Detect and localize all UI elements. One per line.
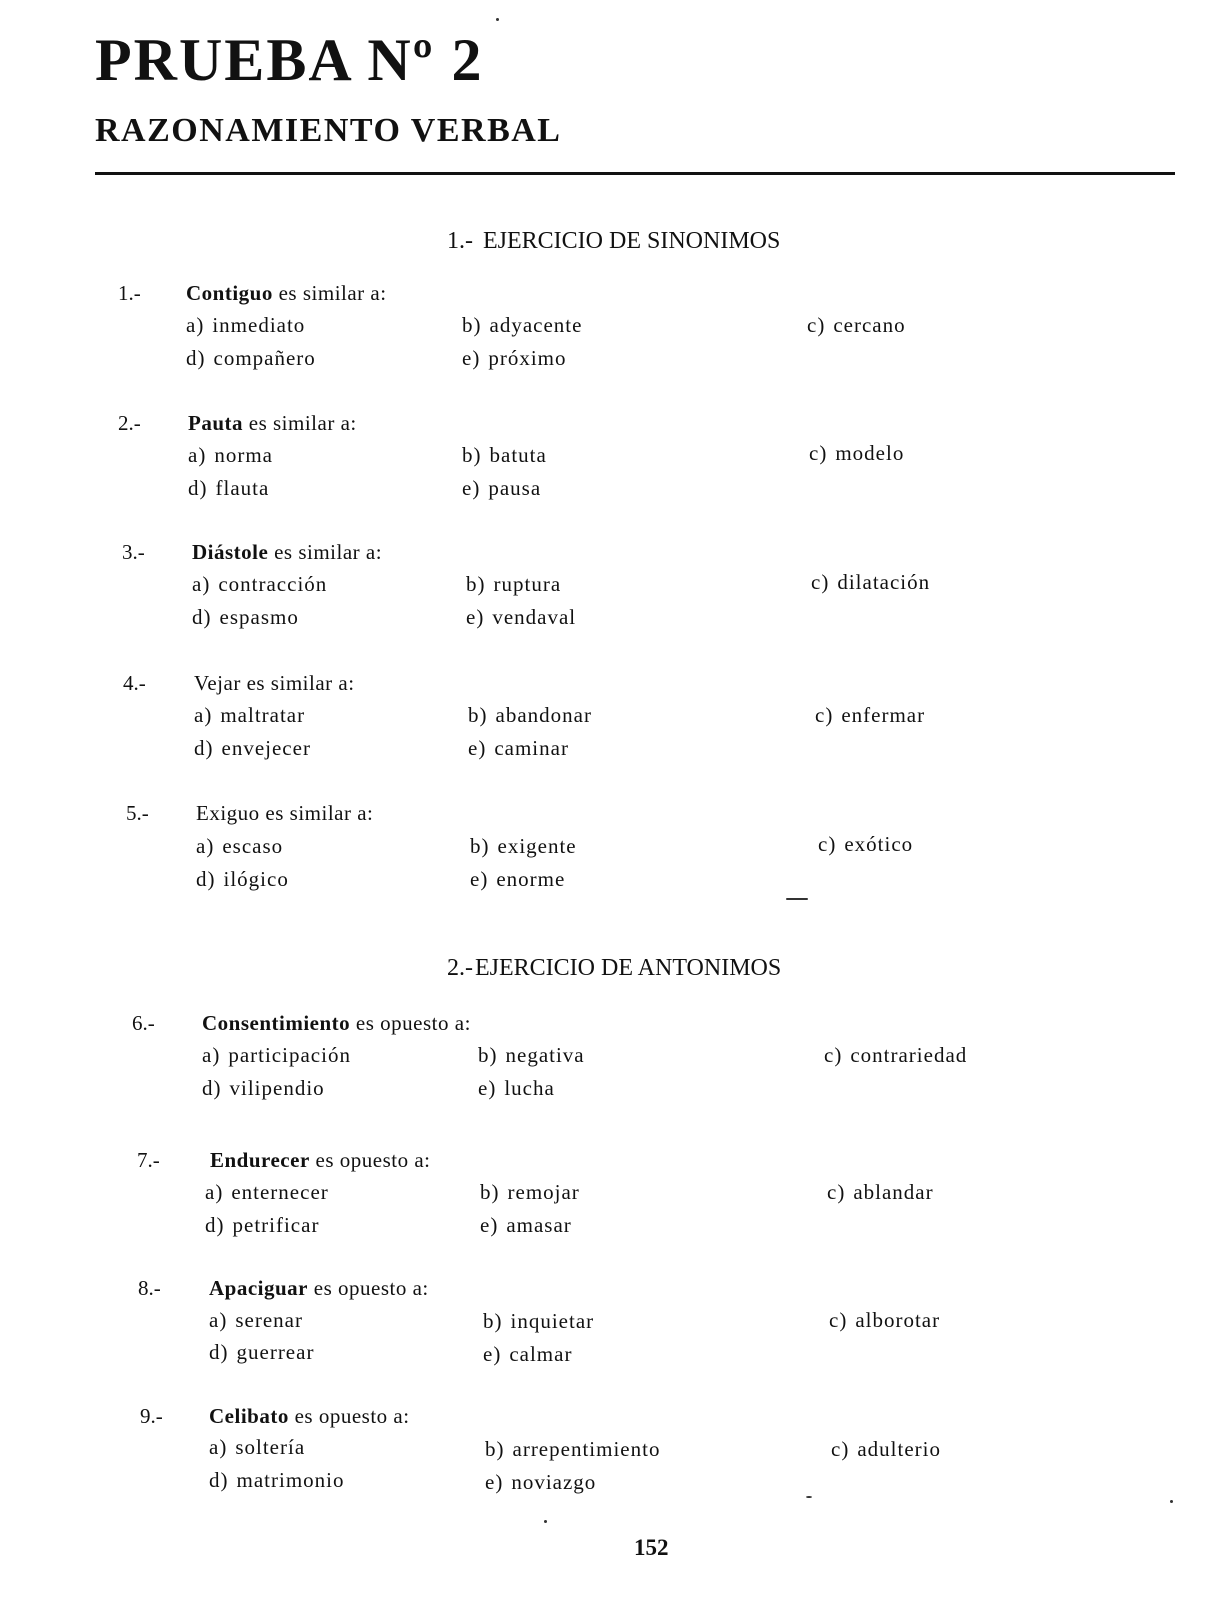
option-b xyxy=(462,445,547,466)
option-e xyxy=(462,348,567,369)
option-letter: d) xyxy=(196,867,216,891)
question-prompt xyxy=(186,283,387,304)
option-text: guerrear xyxy=(236,1340,315,1364)
option-text: caminar xyxy=(494,736,569,760)
option-letter: a) xyxy=(202,1043,221,1067)
option-c xyxy=(824,1045,967,1066)
page-subtitle: RAZONAMIENTO VERBAL xyxy=(95,112,562,149)
option-text: calmar xyxy=(509,1342,573,1366)
option-letter: b) xyxy=(470,834,490,858)
option-a xyxy=(186,315,305,336)
option-d xyxy=(209,1470,345,1491)
option-text: flauta xyxy=(215,476,270,500)
option-text: próximo xyxy=(488,346,567,370)
scan-speck xyxy=(1170,1500,1173,1503)
question-number: 8.- xyxy=(138,1276,161,1300)
question-3 xyxy=(0,542,1206,642)
option-d xyxy=(202,1078,325,1099)
option-letter: e) xyxy=(462,476,481,500)
section-heading-sinonimos xyxy=(0,229,1206,253)
option-letter: c) xyxy=(809,441,828,465)
option-letter: a) xyxy=(188,443,207,467)
option-text: soltería xyxy=(235,1435,306,1459)
question-8 xyxy=(0,1278,1206,1378)
option-e xyxy=(462,478,541,499)
question-term: Contiguo xyxy=(186,281,273,305)
option-e xyxy=(478,1078,555,1099)
option-text: arrepentimiento xyxy=(512,1437,661,1461)
option-b xyxy=(480,1182,580,1203)
question-prompt xyxy=(194,673,355,694)
question-prompt xyxy=(192,542,382,563)
question-prompt xyxy=(209,1406,410,1427)
option-letter: b) xyxy=(462,313,482,337)
option-text: enternecer xyxy=(231,1180,329,1204)
option-text: enfermar xyxy=(841,703,926,727)
option-text: participación xyxy=(228,1043,351,1067)
question-prompt xyxy=(210,1150,431,1171)
option-d xyxy=(194,738,311,759)
option-text: norma xyxy=(214,443,273,467)
option-d xyxy=(196,869,289,890)
option-b xyxy=(483,1311,594,1332)
question-number: 4.- xyxy=(123,671,146,695)
option-b xyxy=(485,1439,660,1460)
question-number: 9.- xyxy=(140,1404,163,1428)
option-text: ruptura xyxy=(493,572,562,596)
option-text: remojar xyxy=(507,1180,580,1204)
scan-speck xyxy=(786,898,808,900)
option-letter: e) xyxy=(480,1213,499,1237)
option-c xyxy=(827,1182,934,1203)
option-letter: b) xyxy=(478,1043,498,1067)
option-c xyxy=(811,572,930,593)
option-a xyxy=(188,445,273,466)
option-b xyxy=(470,836,577,857)
question-2 xyxy=(0,413,1206,513)
option-letter: a) xyxy=(186,313,205,337)
question-term: Exiguo xyxy=(196,801,260,825)
option-letter: b) xyxy=(480,1180,500,1204)
option-text: vendaval xyxy=(492,605,577,629)
option-text: compañero xyxy=(213,346,316,370)
question-term: Endurecer xyxy=(210,1148,310,1172)
option-letter: d) xyxy=(209,1340,229,1364)
option-letter: c) xyxy=(811,570,830,594)
option-letter: a) xyxy=(209,1435,228,1459)
option-text: negativa xyxy=(505,1043,585,1067)
page-title: PRUEBA Nº 2 xyxy=(95,27,484,93)
question-term: Diástole xyxy=(192,540,269,564)
option-letter: c) xyxy=(815,703,834,727)
question-number: 1.- xyxy=(118,281,141,305)
question-prompt xyxy=(209,1278,429,1299)
question-prompt xyxy=(196,803,373,824)
option-letter: d) xyxy=(194,736,214,760)
option-a xyxy=(209,1437,305,1458)
option-text: contrariedad xyxy=(850,1043,968,1067)
option-letter: e) xyxy=(466,605,485,629)
option-text: matrimonio xyxy=(236,1468,345,1492)
question-relation: es opuesto a: xyxy=(294,1404,410,1428)
option-e xyxy=(485,1472,596,1493)
option-a xyxy=(209,1310,303,1331)
section-number: 1.- xyxy=(447,228,473,254)
option-b xyxy=(462,315,582,336)
option-a xyxy=(202,1045,351,1066)
option-letter: a) xyxy=(194,703,213,727)
question-relation: es opuesto a: xyxy=(355,1011,471,1035)
option-d xyxy=(192,607,299,628)
option-text: lucha xyxy=(504,1076,555,1100)
section-number: 2.- xyxy=(447,955,473,981)
question-1 xyxy=(0,283,1206,383)
option-text: adyacente xyxy=(489,313,583,337)
option-letter: e) xyxy=(478,1076,497,1100)
option-text: enorme xyxy=(496,867,566,891)
option-text: ablandar xyxy=(853,1180,934,1204)
option-text: modelo xyxy=(835,441,905,465)
option-b xyxy=(466,574,561,595)
option-text: envejecer xyxy=(221,736,311,760)
question-relation: es similar a: xyxy=(274,540,383,564)
option-text: escaso xyxy=(222,834,284,858)
option-d xyxy=(205,1215,319,1236)
option-letter: b) xyxy=(483,1309,503,1333)
option-letter: d) xyxy=(209,1468,229,1492)
question-relation: es opuesto a: xyxy=(313,1276,429,1300)
question-number: 7.- xyxy=(137,1148,160,1172)
question-term: Celibato xyxy=(209,1404,289,1428)
question-5 xyxy=(0,803,1206,903)
option-b xyxy=(478,1045,585,1066)
option-text: petrificar xyxy=(232,1213,320,1237)
option-text: alborotar xyxy=(855,1308,941,1332)
option-letter: c) xyxy=(807,313,826,337)
scan-speck xyxy=(544,1520,547,1523)
option-letter: c) xyxy=(829,1308,848,1332)
option-text: cercano xyxy=(833,313,906,337)
scan-speck xyxy=(806,1496,812,1498)
option-letter: d) xyxy=(202,1076,222,1100)
question-6 xyxy=(0,1013,1206,1113)
option-text: contracción xyxy=(218,572,328,596)
option-e xyxy=(480,1215,572,1236)
section-heading-antonimos xyxy=(0,956,1206,980)
option-letter: a) xyxy=(209,1308,228,1332)
question-relation: es similar a: xyxy=(248,411,357,435)
option-text: abandonar xyxy=(495,703,592,727)
option-letter: e) xyxy=(485,1470,504,1494)
option-c xyxy=(809,443,904,464)
option-letter: c) xyxy=(824,1043,843,1067)
question-term: Apaciguar xyxy=(209,1276,308,1300)
question-prompt xyxy=(188,413,357,434)
question-prompt xyxy=(202,1013,471,1034)
option-a xyxy=(205,1182,329,1203)
question-number: 6.- xyxy=(132,1011,155,1035)
question-relation: es similar a: xyxy=(246,671,355,695)
option-letter: e) xyxy=(470,867,489,891)
header-divider xyxy=(95,172,1175,175)
option-text: amasar xyxy=(506,1213,572,1237)
question-number: 5.- xyxy=(126,801,149,825)
option-c xyxy=(815,705,925,726)
option-letter: a) xyxy=(192,572,211,596)
option-text: pausa xyxy=(488,476,542,500)
option-c xyxy=(807,315,906,336)
option-a xyxy=(194,705,305,726)
option-letter: c) xyxy=(827,1180,846,1204)
option-text: noviazgo xyxy=(511,1470,597,1494)
section-title: EJERCICIO DE ANTONIMOS xyxy=(475,955,782,981)
question-term: Pauta xyxy=(188,411,243,435)
option-e xyxy=(470,869,565,890)
option-text: dilatación xyxy=(837,570,931,594)
option-text: inquietar xyxy=(510,1309,595,1333)
option-letter: c) xyxy=(831,1437,850,1461)
option-e xyxy=(483,1344,572,1365)
question-term: Consentimiento xyxy=(202,1011,351,1035)
question-number: 3.- xyxy=(122,540,145,564)
option-d xyxy=(188,478,269,499)
option-a xyxy=(196,836,283,857)
page-number: 152 xyxy=(634,1535,669,1560)
option-letter: e) xyxy=(483,1342,502,1366)
option-d xyxy=(186,348,316,369)
option-text: vilipendio xyxy=(229,1076,325,1100)
option-text: inmediato xyxy=(212,313,306,337)
option-letter: a) xyxy=(205,1180,224,1204)
option-letter: a) xyxy=(196,834,215,858)
option-letter: d) xyxy=(188,476,208,500)
option-d xyxy=(209,1342,314,1363)
option-a xyxy=(192,574,327,595)
option-letter: b) xyxy=(485,1437,505,1461)
option-letter: d) xyxy=(192,605,212,629)
question-9 xyxy=(0,1406,1206,1506)
option-letter: e) xyxy=(468,736,487,760)
option-c xyxy=(818,834,913,855)
option-text: exigente xyxy=(497,834,577,858)
option-letter: b) xyxy=(468,703,488,727)
question-4 xyxy=(0,673,1206,773)
option-letter: d) xyxy=(205,1213,225,1237)
option-e xyxy=(468,738,569,759)
scan-speck xyxy=(496,18,499,21)
option-letter: e) xyxy=(462,346,481,370)
option-text: batuta xyxy=(489,443,547,467)
question-relation: es similar a: xyxy=(278,281,387,305)
option-b xyxy=(468,705,592,726)
question-term: Vejar xyxy=(194,671,241,695)
option-c xyxy=(831,1439,941,1460)
option-e xyxy=(466,607,576,628)
option-text: adulterio xyxy=(857,1437,941,1461)
option-text: serenar xyxy=(235,1308,303,1332)
option-text: ilógico xyxy=(223,867,289,891)
option-letter: d) xyxy=(186,346,206,370)
option-text: espasmo xyxy=(219,605,299,629)
option-text: maltratar xyxy=(220,703,306,727)
question-relation: es similar a: xyxy=(265,801,374,825)
question-relation: es opuesto a: xyxy=(315,1148,431,1172)
option-letter: b) xyxy=(466,572,486,596)
option-c xyxy=(829,1310,940,1331)
option-letter: c) xyxy=(818,832,837,856)
section-title: EJERCICIO DE SINONIMOS xyxy=(483,228,781,254)
option-text: exótico xyxy=(844,832,914,856)
question-7 xyxy=(0,1150,1206,1250)
question-number: 2.- xyxy=(118,411,141,435)
option-letter: b) xyxy=(462,443,482,467)
